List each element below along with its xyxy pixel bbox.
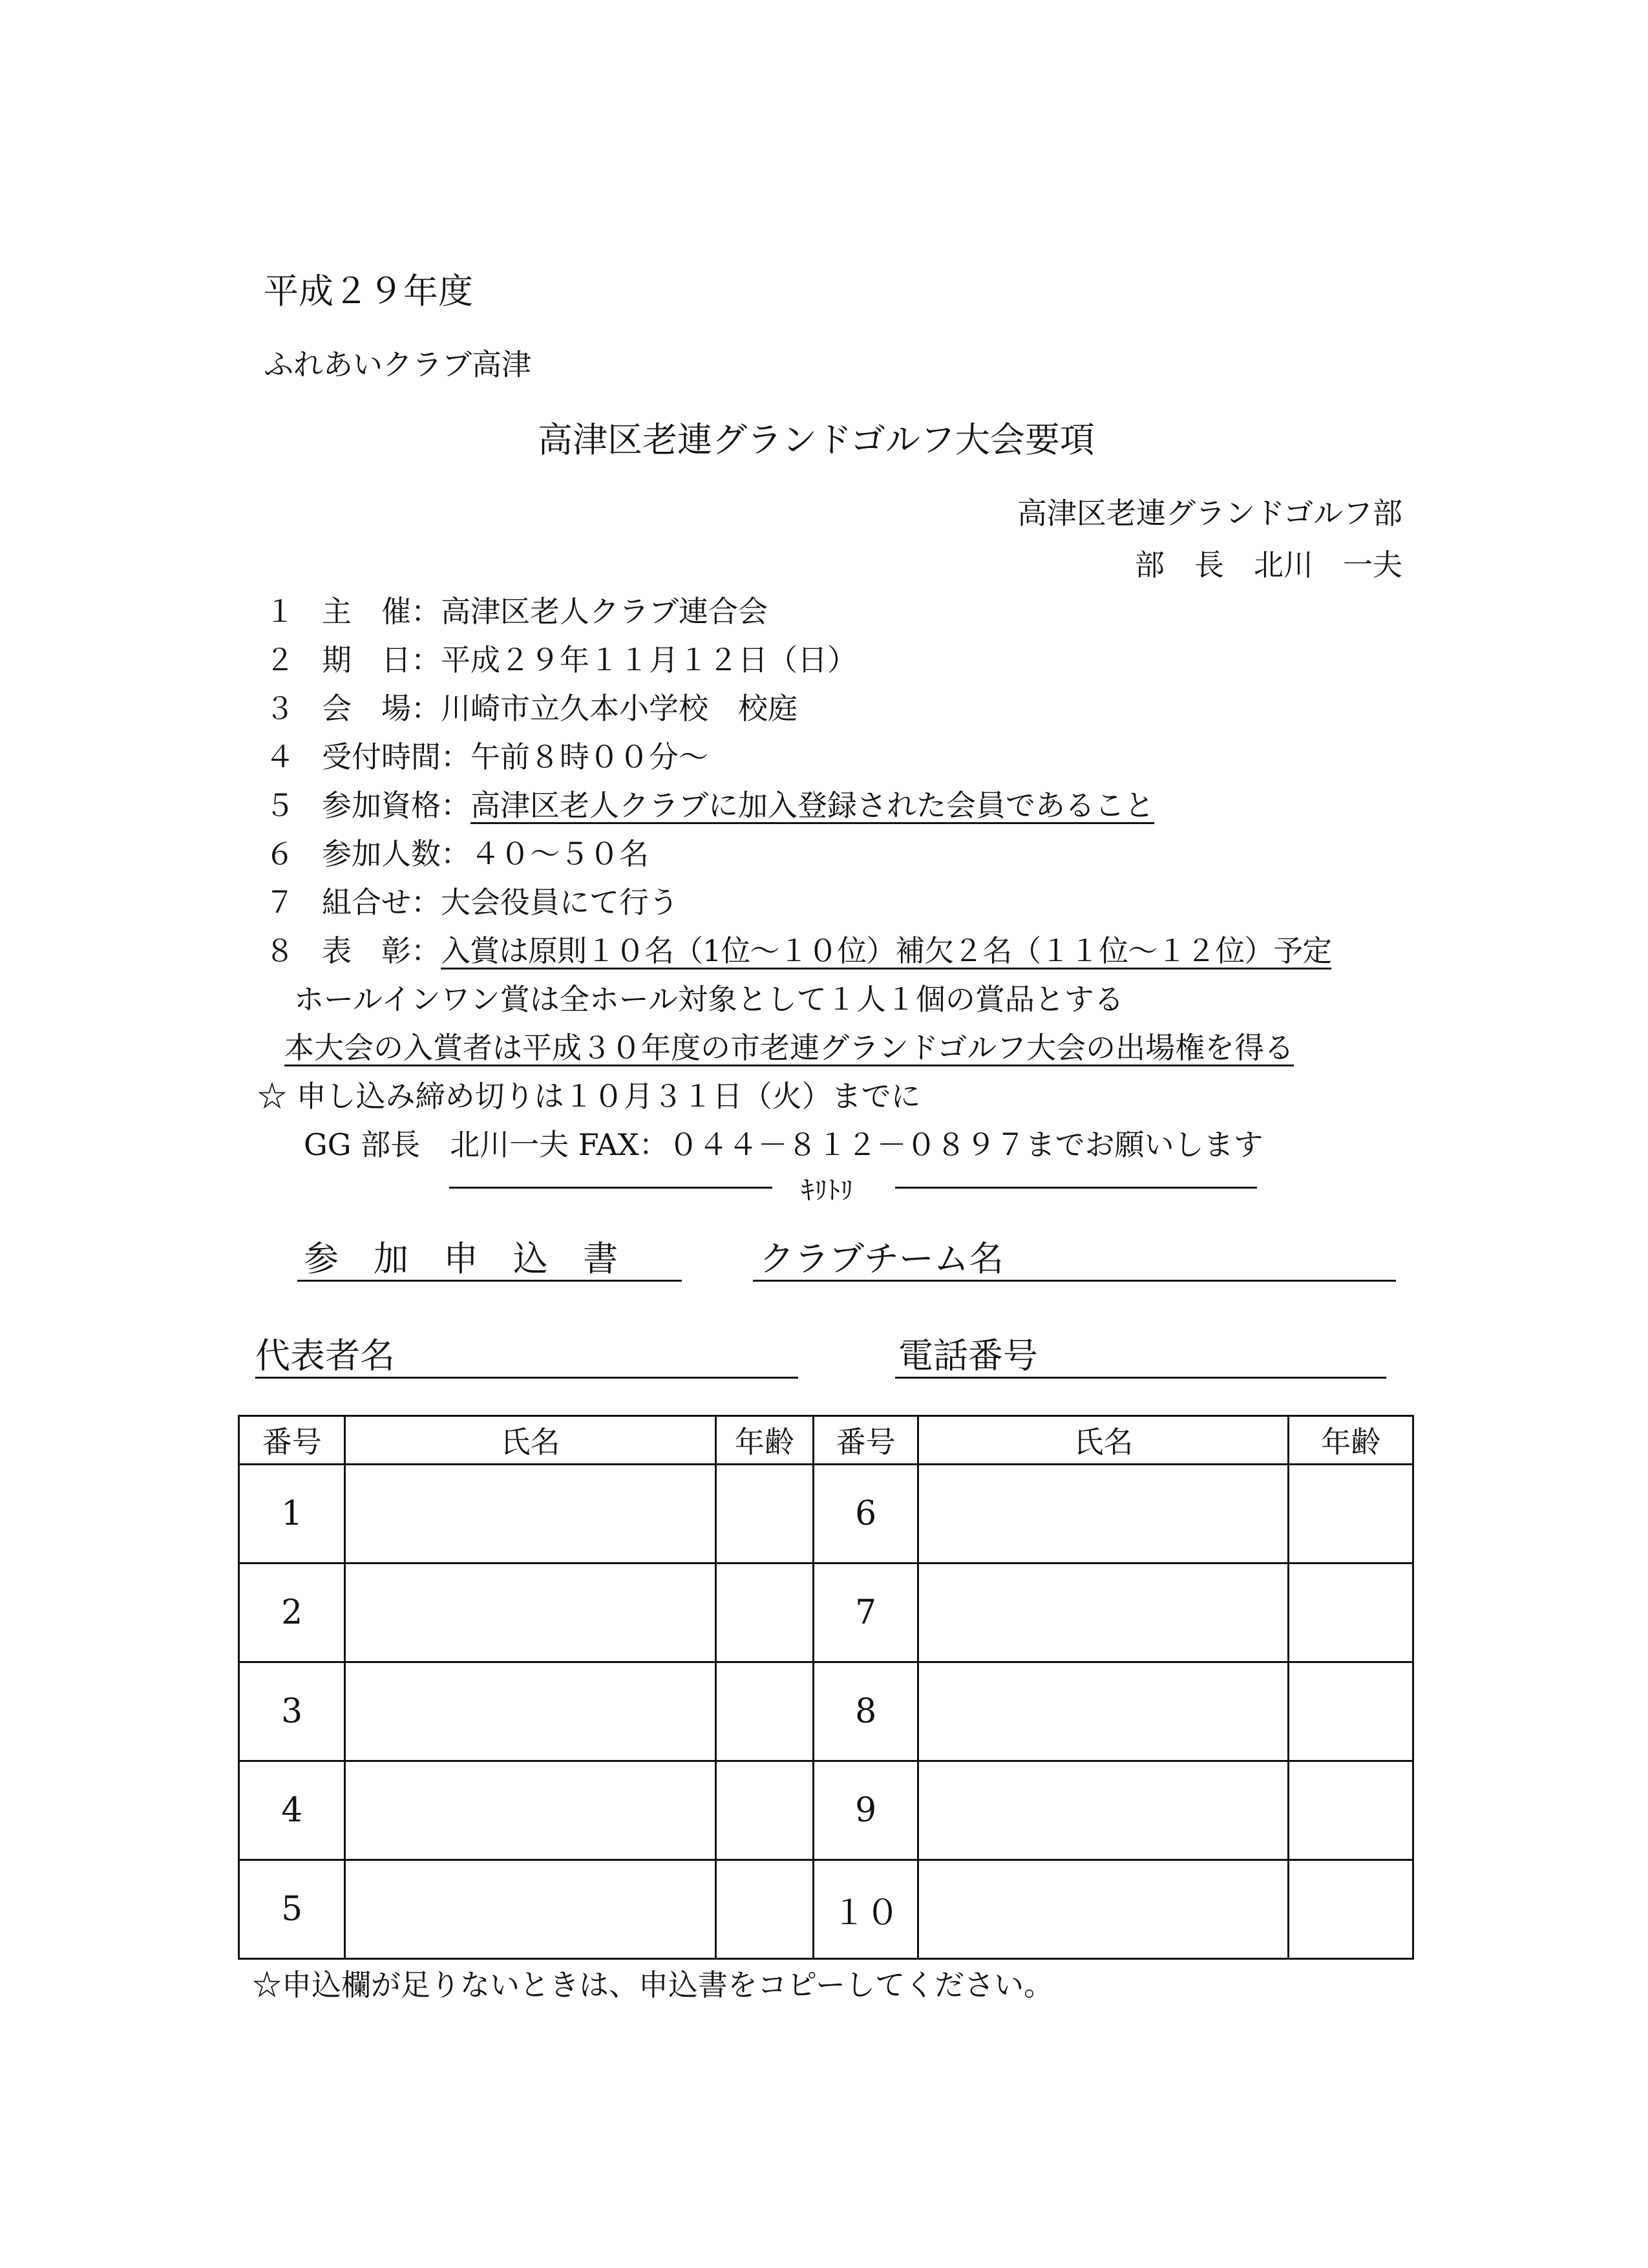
item-awards: ８ 表 彰 ： 入賞は原則１０名（1位～１０位）補欠２名（１１位～１２位）予定 <box>265 927 1331 970</box>
phone-underline[interactable] <box>895 1377 1386 1379</box>
name-cell[interactable] <box>918 1465 1289 1563</box>
age-cell[interactable] <box>1289 1662 1413 1761</box>
table-row <box>239 1860 1413 1959</box>
club-team-underline[interactable] <box>753 1280 1396 1282</box>
club-team-label: クラブチーム名 <box>759 1238 1004 1279</box>
row-number: 5 <box>239 1860 345 1959</box>
item-value: 平成２９年１１月１２日（日） <box>441 642 857 677</box>
row-number: 6 <box>814 1465 918 1563</box>
age-cell[interactable] <box>1289 1563 1413 1662</box>
row-number: 1 <box>239 1465 345 1563</box>
item-grouping: ７ 組合せ ： 大会役員にて行う <box>265 879 679 922</box>
phone-label: 電話番号 <box>898 1335 1038 1376</box>
age-cell[interactable] <box>715 1860 813 1959</box>
qualification-note: 本大会の入賞者は平成３０年度の市老連グランドゴルフ大会の出場権を得る <box>284 1030 1294 1065</box>
item-label: 期 日 <box>322 642 411 677</box>
item-label: 参加人数 <box>322 836 441 871</box>
item-value: ４０～５０名 <box>470 836 649 871</box>
row-number: 3 <box>239 1662 345 1761</box>
representative-label: 代表者名 <box>255 1335 395 1376</box>
table-row <box>239 1761 1413 1860</box>
item-value: 大会役員にて行う <box>441 885 679 920</box>
age-cell[interactable] <box>1289 1761 1413 1860</box>
fax-line: GG 部長 北川一夫 FAX：０４４－８１２－０８９７までお願いします <box>304 1127 1263 1162</box>
name-cell[interactable] <box>345 1761 715 1860</box>
age-cell[interactable] <box>715 1761 813 1860</box>
item-number: ３ <box>265 691 295 726</box>
form-footnote: ☆申込欄が足りないときは、申込書をコピーしてください。 <box>252 1967 1054 2002</box>
item-eligibility: ５ 参加資格 ： 高津区老人クラブに加入登録された会員であること <box>265 782 1154 825</box>
item-number: ２ <box>265 642 295 677</box>
table-header-row <box>239 1416 1413 1465</box>
item-value: 入賞は原則１０名（1位～１０位）補欠２名（１１位～１２位）予定 <box>441 933 1332 968</box>
cut-line-left <box>449 1187 772 1189</box>
item-value: 高津区老人クラブに加入登録された会員であること <box>470 788 1154 823</box>
age-cell[interactable] <box>715 1563 813 1662</box>
item-value: 午前８時００分～ <box>470 739 708 774</box>
name-cell[interactable] <box>918 1860 1289 1959</box>
item-number: ６ <box>265 836 295 871</box>
item-label: 参加資格 <box>322 788 441 823</box>
row-number: 8 <box>814 1662 918 1761</box>
item-organizer: １ 主 催 ： 高津区老人クラブ連合会 <box>265 588 768 631</box>
header-age: 年齢 <box>1289 1416 1413 1465</box>
name-cell[interactable] <box>345 1662 715 1761</box>
table-row <box>239 1662 1413 1761</box>
cut-line-right <box>895 1187 1257 1189</box>
age-cell[interactable] <box>715 1662 813 1761</box>
header-name: 氏名 <box>345 1416 715 1465</box>
form-title-underline <box>297 1280 682 1282</box>
cut-label: ｷﾘﾄﾘ <box>801 1176 853 1205</box>
item-number: ５ <box>265 788 295 823</box>
item-venue: ３ 会 場 ： 川崎市立久本小学校 校庭 <box>265 685 798 728</box>
item-value: 高津区老人クラブ連合会 <box>441 594 768 629</box>
row-number: １０ <box>814 1860 918 1959</box>
header-number: 番号 <box>239 1416 345 1465</box>
header-age: 年齢 <box>715 1416 813 1465</box>
age-cell[interactable] <box>1289 1860 1413 1959</box>
row-number: 4 <box>239 1761 345 1860</box>
header-number: 番号 <box>814 1416 918 1465</box>
item-label: 組合せ <box>322 885 411 920</box>
item-label: 受付時間 <box>322 739 441 774</box>
entry-table <box>238 1415 1414 1960</box>
item-number: ４ <box>265 739 295 774</box>
table-row <box>239 1465 1413 1563</box>
item-number: ７ <box>265 885 295 920</box>
form-title: 参 加 申 込 書 <box>304 1238 618 1279</box>
name-cell[interactable] <box>918 1563 1289 1662</box>
department-leader: 部 長 北川 一夫 <box>1135 547 1402 582</box>
department-name: 高津区老連グランドゴルフ部 <box>1017 496 1402 531</box>
table-row <box>239 1563 1413 1662</box>
row-number: 7 <box>814 1563 918 1662</box>
name-cell[interactable] <box>345 1563 715 1662</box>
item-label: 主 催 <box>322 594 411 629</box>
name-cell[interactable] <box>918 1662 1289 1761</box>
item-number: ８ <box>265 933 295 968</box>
name-cell[interactable] <box>345 1465 715 1563</box>
item-label: 表 彰 <box>322 933 411 968</box>
item-number: １ <box>265 594 295 629</box>
page-title: 高津区老連グランドゴルフ大会要項 <box>538 419 1095 460</box>
name-cell[interactable] <box>345 1860 715 1959</box>
age-cell[interactable] <box>715 1465 813 1563</box>
item-reception-time: ４ 受付時間 ： 午前８時００分～ <box>265 734 708 776</box>
item-date: ２ 期 日 ： 平成２９年１１月１２日（日） <box>265 637 857 679</box>
item-label: 会 場 <box>322 691 411 726</box>
row-number: 2 <box>239 1563 345 1662</box>
age-cell[interactable] <box>1289 1465 1413 1563</box>
hole-in-one-note: ホールインワン賞は全ホール対象として１人１個の賞品とする <box>294 982 1124 1017</box>
representative-underline[interactable] <box>255 1377 798 1379</box>
item-participants: ６ 参加人数 ： ４０～５０名 <box>265 831 649 873</box>
fiscal-year: 平成２９年度 <box>264 271 473 312</box>
club-name: ふれあいクラブ高津 <box>264 347 531 382</box>
header-name: 氏名 <box>918 1416 1289 1465</box>
deadline-line: ☆ 申し込み締め切りは１０月３１日（火）までに <box>257 1079 921 1114</box>
item-value: 川崎市立久本小学校 校庭 <box>441 691 798 726</box>
row-number: 9 <box>814 1761 918 1860</box>
name-cell[interactable] <box>918 1761 1289 1860</box>
